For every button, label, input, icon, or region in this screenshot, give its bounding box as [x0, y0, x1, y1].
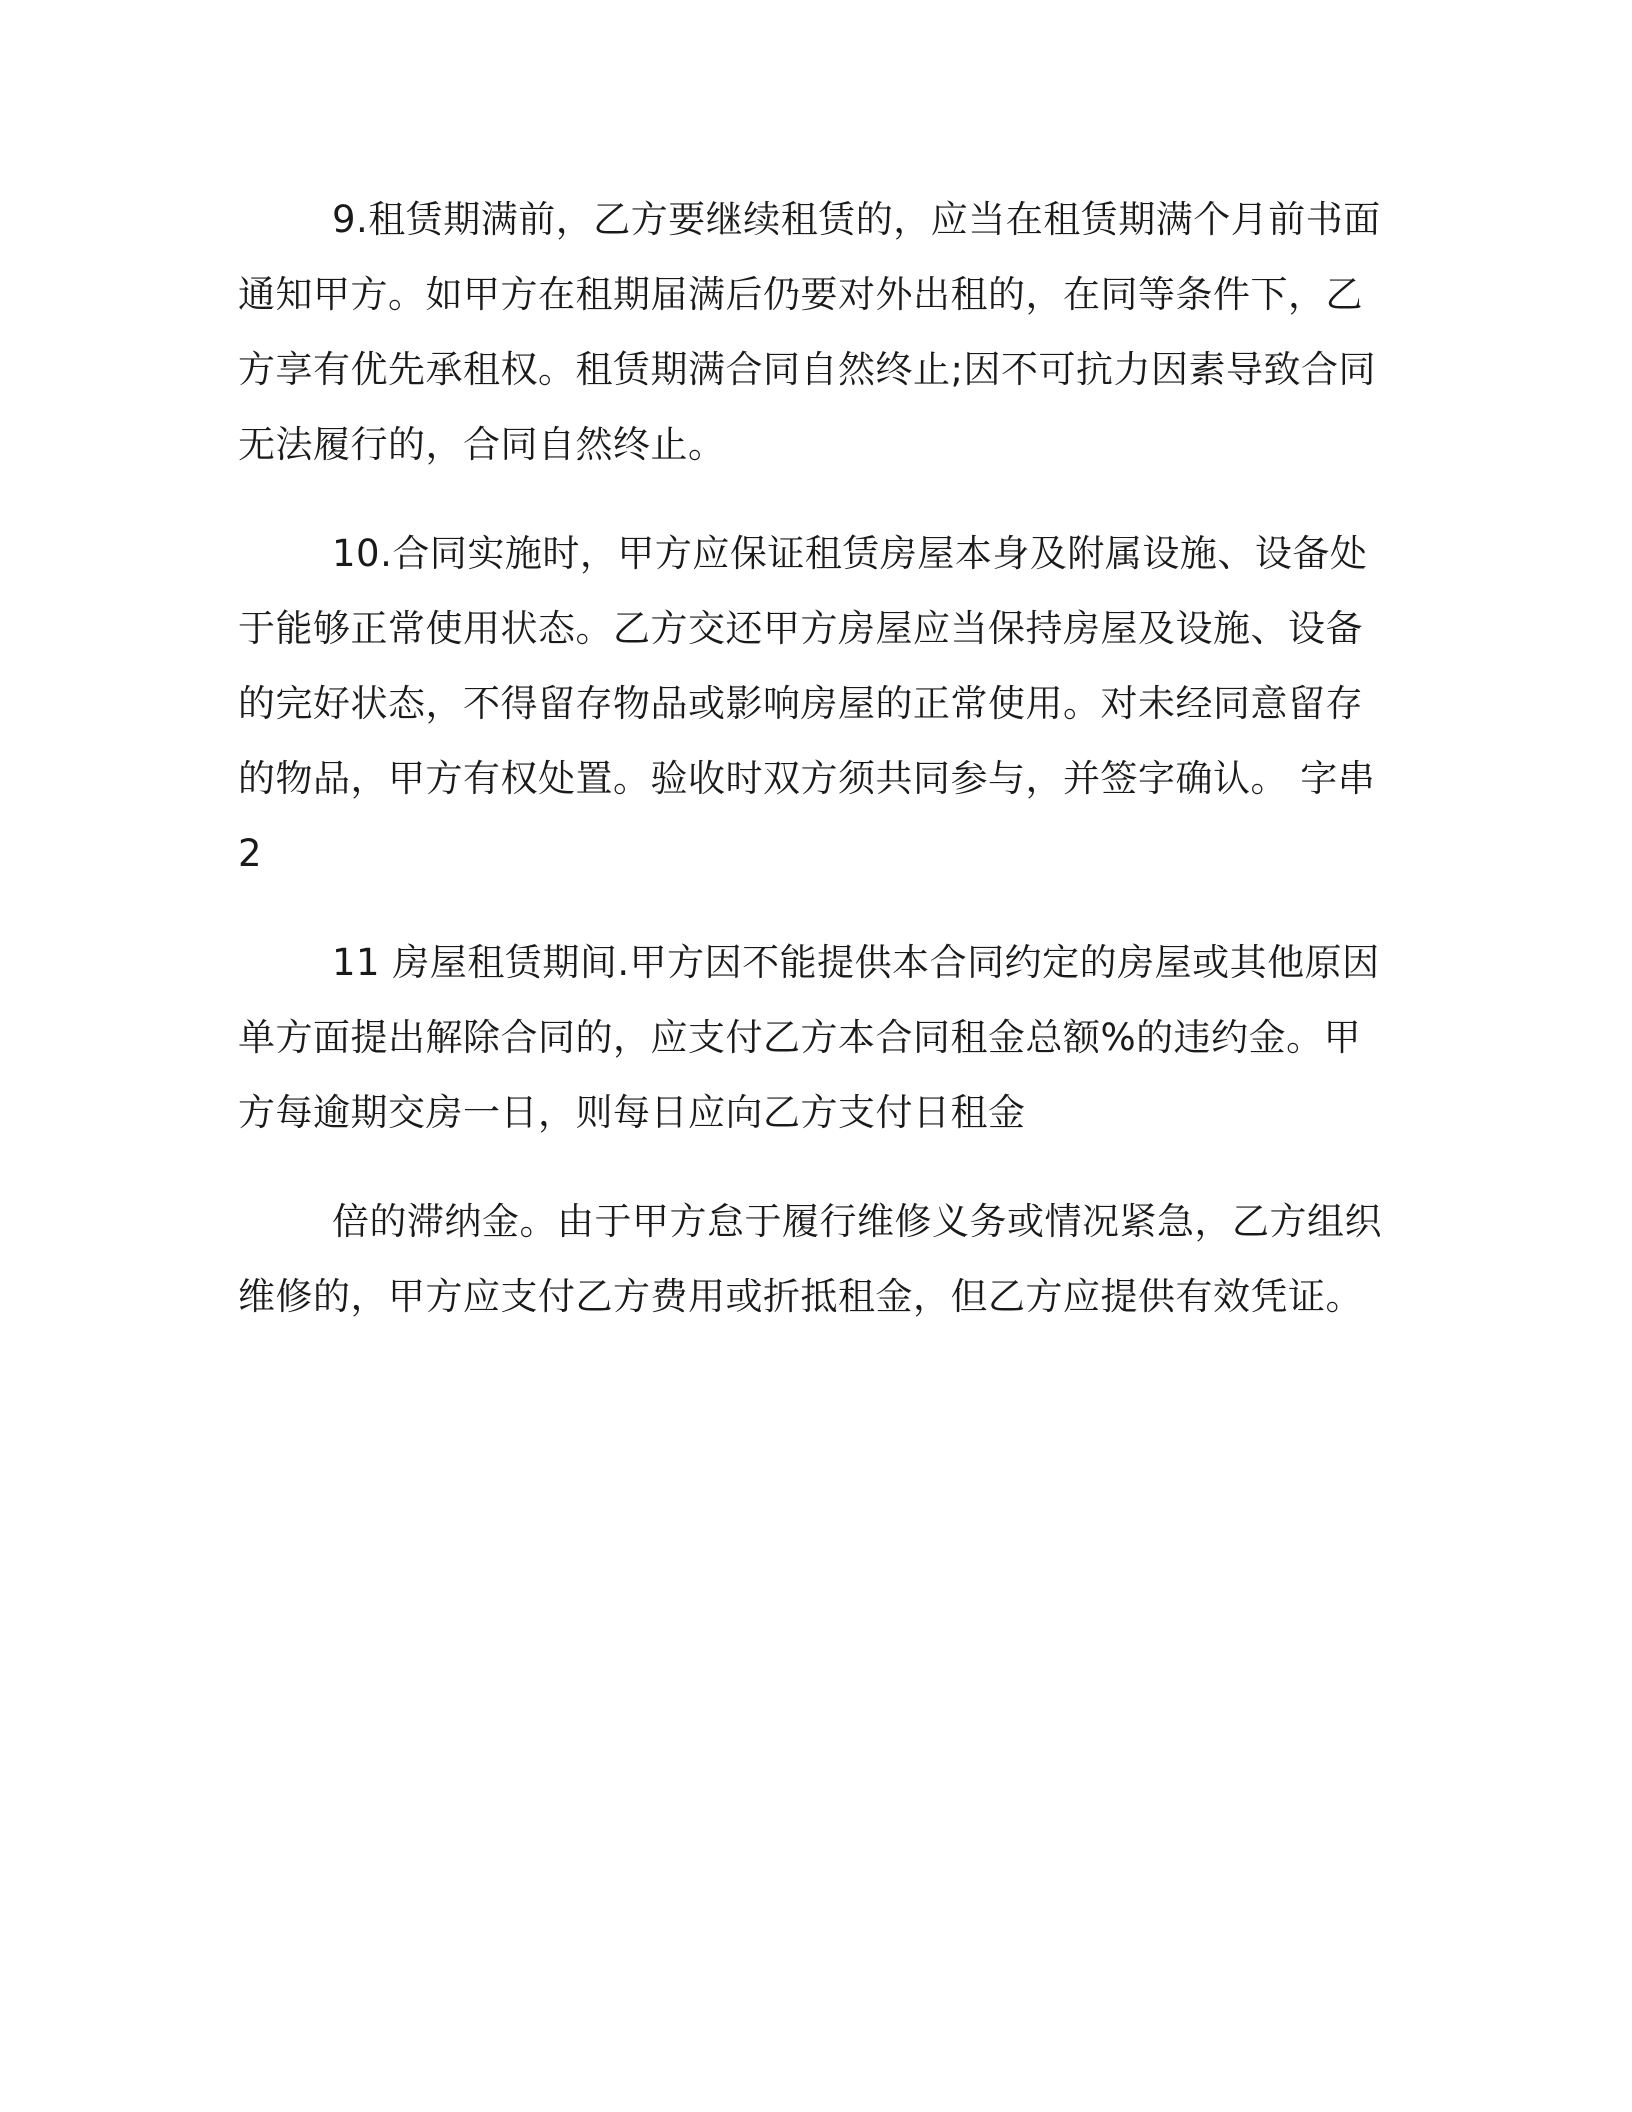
text-line: 10.合同实施时，甲方应保证租赁房屋本身及附属设施、设备处 — [332, 532, 1368, 575]
text-line: 倍的滞纳金。由于甲方怠于履行维修义务或情况紧急，乙方组织 — [332, 1200, 1382, 1243]
clause-10-paragraph — [238, 516, 1388, 891]
text-line: 维修的，甲方应支付乙方费用或折抵租金，但乙方应提供有效凭证。 — [238, 1275, 1363, 1318]
late-fee-paragraph — [238, 1184, 1388, 1334]
text-line: 无法履行的，合同自然终止。 — [238, 423, 726, 466]
text-line: 的完好状态，不得留存物品或影响房屋的正常使用。对未经同意留存 — [238, 682, 1363, 725]
text-line: 11 房屋租赁期间.甲方因不能提供本合同约定的房屋或其他原因 — [332, 941, 1380, 984]
text-line: 2 — [238, 832, 263, 875]
text-line: 9.租赁期满前，乙方要继续租赁的，应当在租赁期满个月前书面 — [332, 198, 1381, 241]
text-line: 方享有优先承租权。租赁期满合同自然终止;因不可抗力因素导致合同 — [238, 348, 1376, 391]
text-line: 方每逾期交房一日，则每日应向乙方支付日租金 — [238, 1091, 1026, 1134]
text-line: 于能够正常使用状态。乙方交还甲方房屋应当保持房屋及设施、设备 — [238, 607, 1363, 650]
clause-9-paragraph — [238, 182, 1388, 482]
text-line: 的物品，甲方有权处置。验收时双方须共同参与，并签字确认。 字串 — [238, 757, 1376, 800]
clause-11-paragraph — [238, 925, 1388, 1150]
text-line: 通知甲方。如甲方在租期届满后仍要对外出租的，在同等条件下，乙 — [238, 273, 1363, 316]
document-body — [238, 182, 1388, 1368]
text-line: 单方面提出解除合同的，应支付乙方本合同租金总额%的违约金。甲 — [238, 1016, 1362, 1059]
